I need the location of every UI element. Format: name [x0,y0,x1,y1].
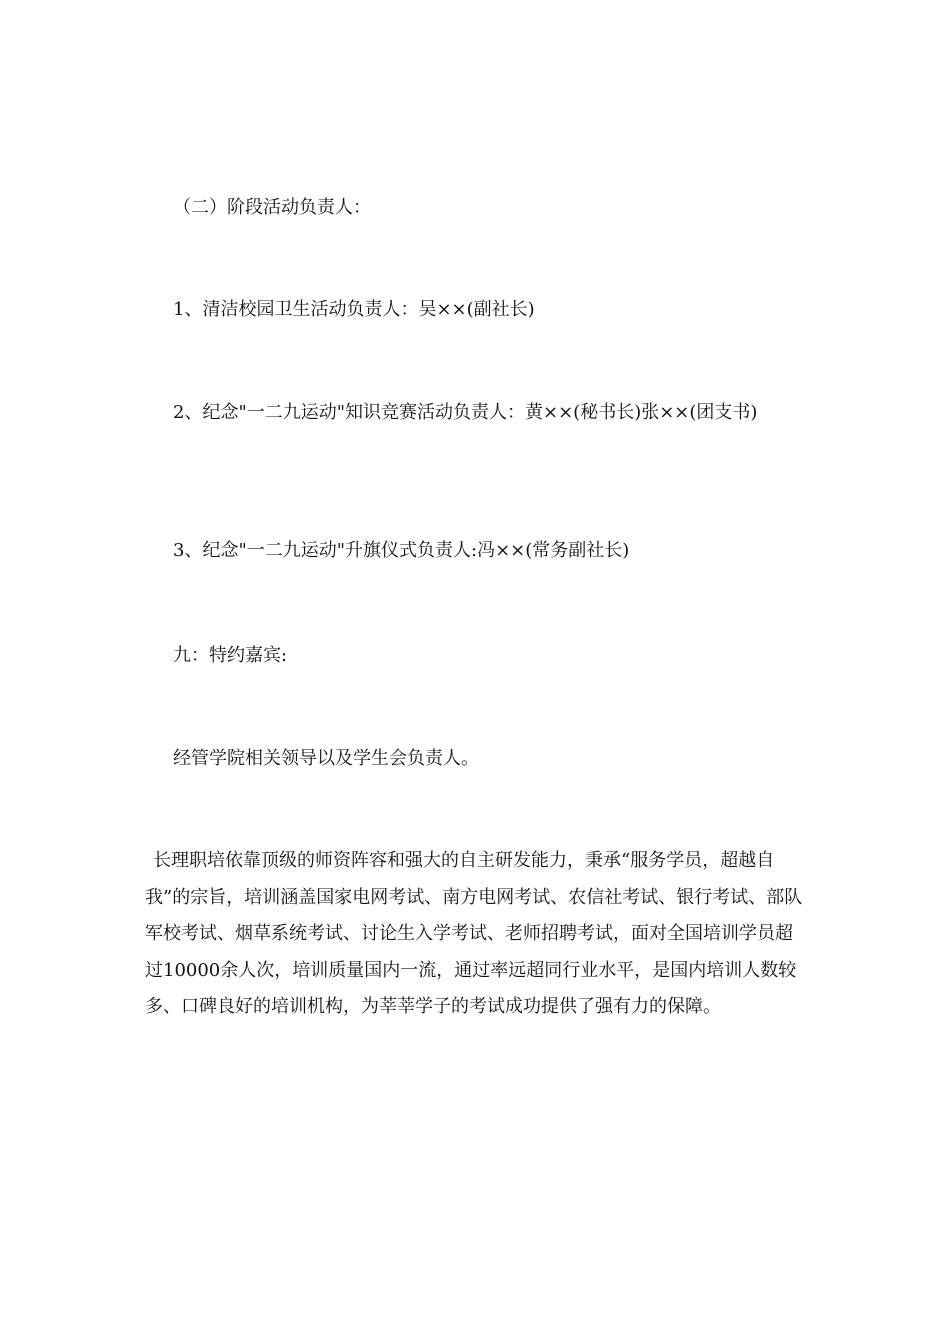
list-item-1: 1、清洁校园卫生活动负责人：吴××(副社长) [173,299,535,320]
promo-paragraph: 长理职培依靠顶级的师资阵容和强大的自主研发能力，秉承“服务学员，超越自我”的宗旨，培训涵盖国家电网考试、南方电网考试、农信社考试、银行考试、部队军校考试、烟草系统考试、讨论生入学考试、老师招聘考试，面对全国培训学员超过10000余人次，培训质量国内一流，通过率远超同行业水平，是国内培训人数较多、口碑良好的培训机构，为莘莘学子的考试成功提供了强有力的保障。 [145,850,803,1017]
section-nine-heading: 九：特约嘉宾: [173,645,288,666]
section-heading: （二）阶段活动负责人： [173,197,371,218]
guests-text: 经管学院相关领导以及学生会负责人。 [173,748,479,769]
list-item-3: 3、纪念"一二九运动"升旗仪式负责人:冯××(常务副社长) [173,540,630,561]
list-item-2: 2、纪念"一二九运动"知识竞赛活动负责人：黄××(秘书长)张××(团支书) [173,402,758,423]
